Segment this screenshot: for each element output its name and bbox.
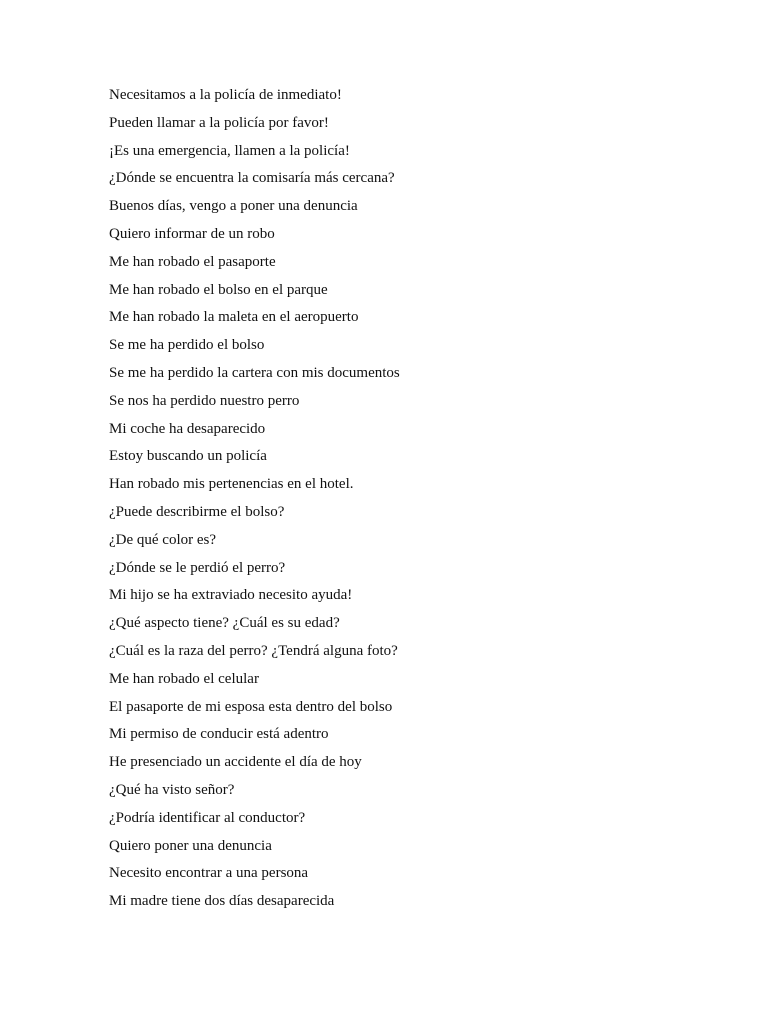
phrase-line: ¿Qué ha visto señor? xyxy=(109,781,235,798)
phrase-line: ¿Qué aspecto tiene? ¿Cuál es su edad? xyxy=(109,615,340,632)
phrase-line: Necesito encontrar a una persona xyxy=(109,865,309,882)
phrase-line: Me han robado la maleta en el aeropuerto xyxy=(109,309,359,326)
phrase-line: Estoy buscando un policía xyxy=(109,448,267,465)
phrase-line: Quiero poner una denuncia xyxy=(109,837,272,854)
phrase-line: ¿Dónde se le perdió el perro? xyxy=(109,559,286,576)
phrase-line: Mi hijo se ha extraviado necesito ayuda! xyxy=(109,587,353,604)
phrase-line: El pasaporte de mi esposa esta dentro del bolso xyxy=(109,698,393,715)
phrase-line: ¿Dónde se encuentra la comisaría más cercana? xyxy=(109,170,395,187)
phrase-line: Me han robado el pasaporte xyxy=(109,253,276,270)
phrase-line: ¿Cuál es la raza del perro? ¿Tendrá alguna foto? xyxy=(109,642,398,659)
phrase-line: Mi madre tiene dos días desaparecida xyxy=(109,893,335,910)
phrase-line: Buenos días, vengo a poner una denuncia xyxy=(109,198,358,215)
phrase-line: ¿Puede describirme el bolso? xyxy=(109,503,285,520)
phrase-line: He presenciado un accidente el día de hoy xyxy=(109,754,362,771)
phrase-line: Quiero informar de un robo xyxy=(109,225,275,242)
phrase-line: Necesitamos a la policía de inmediato! xyxy=(109,87,342,103)
phrase-line: ¡Es una emergencia, llamen a la policía! xyxy=(109,142,350,159)
phrase-list xyxy=(109,84,400,918)
phrase-line: Mi coche ha desaparecido xyxy=(109,420,266,437)
phrase-line: Pueden llamar a la policía por favor! xyxy=(109,114,329,131)
phrase-line: Mi permiso de conducir está adentro xyxy=(109,726,329,743)
phrase-line: Se me ha perdido la cartera con mis documentos xyxy=(109,364,400,381)
phrase-line: Me han robado el bolso en el parque xyxy=(109,281,328,298)
phrase-line: Han robado mis pertenencias en el hotel. xyxy=(109,476,354,493)
phrase-line: Se nos ha perdido nuestro perro xyxy=(109,392,300,409)
phrase-line: ¿Podría identificar al conductor? xyxy=(109,809,306,826)
phrase-line: ¿De qué color es? xyxy=(109,531,217,548)
phrase-line: Se me ha perdido el bolso xyxy=(109,337,265,354)
phrase-line: Me han robado el celular xyxy=(109,670,259,687)
